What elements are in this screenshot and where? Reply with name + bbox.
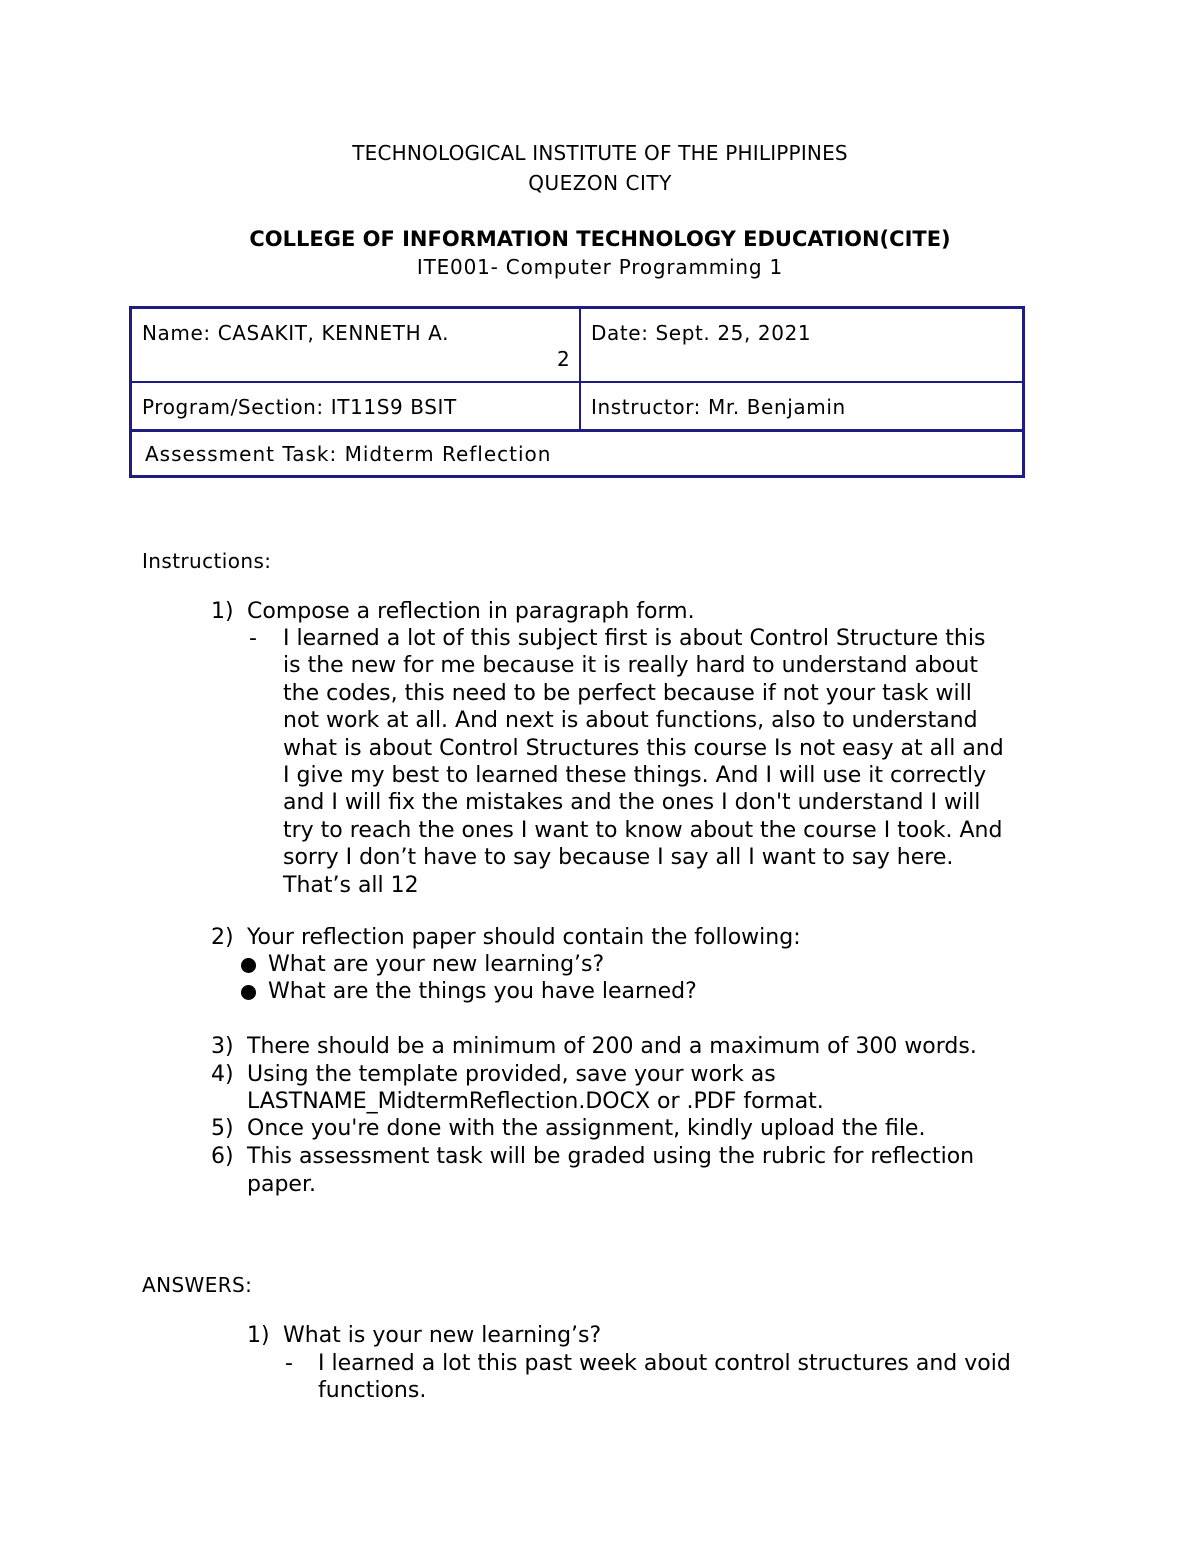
reflection-line: I learned a lot of this subject first is about Control Structure this xyxy=(283,626,986,651)
reflection-line: what is about Control Structures this course Is not easy at all and xyxy=(283,735,1004,761)
item-2-bullet-1: What are your new learning’s? xyxy=(268,952,605,977)
program-section: Program/Section: IT11S9 BSIT xyxy=(142,395,457,419)
item-2-bullet-2: What are the things you have learned? xyxy=(268,979,697,1004)
item-2-text: Your reflection paper should contain the following: xyxy=(247,925,801,950)
college-name: COLLEGE OF INFORMATION TECHNOLOGY EDUCATION(CITE) xyxy=(249,227,951,251)
bullet-icon xyxy=(241,985,256,1000)
item-5-number: 5) xyxy=(211,1116,234,1141)
answer-1-number: 1) xyxy=(247,1323,270,1348)
assessment-task: Assessment Task: Midterm Reflection xyxy=(145,442,552,466)
answer-1-question: What is your new learning’s? xyxy=(283,1323,602,1348)
item-3-number: 3) xyxy=(211,1034,234,1059)
item-6-line-1: This assessment task will be graded using the rubric for reflection xyxy=(247,1144,975,1169)
reflection-line: try to reach the ones I want to know about the course I took. And xyxy=(283,817,1003,843)
submission-date: Date: Sept. 25, 2021 xyxy=(591,321,812,345)
reflection-line: not work at all. And next is about functions, also to understand xyxy=(283,708,978,734)
reflection-line: is the new for me because it is really hard to understand about xyxy=(283,653,978,679)
item-1-number: 1) xyxy=(211,599,234,624)
bullet-icon xyxy=(241,958,256,973)
answer-1-line-1: I learned a lot this past week about control structures and void xyxy=(318,1351,1011,1376)
item-1-text: Compose a reflection in paragraph form. xyxy=(247,599,695,624)
info-row-name-date xyxy=(132,309,1022,383)
course-title: ITE001- Computer Programming 1 xyxy=(416,255,784,279)
item-5-text: Once you're done with the assignment, kindly upload the file. xyxy=(247,1116,926,1141)
reflection-line: That’s all 12 xyxy=(283,872,419,898)
student-info-table xyxy=(129,306,1025,478)
item-6-line-2: paper. xyxy=(247,1172,316,1197)
student-name-suffix: 2 xyxy=(557,347,571,371)
answers-label: ANSWERS: xyxy=(142,1273,253,1297)
item-6-number: 6) xyxy=(211,1144,234,1169)
institute-city: QUEZON CITY xyxy=(528,171,672,195)
instructor: Instructor: Mr. Benjamin xyxy=(591,395,846,419)
info-row-program-instructor xyxy=(132,383,1022,432)
reflection-line: sorry I don’t have to say because I say all I want to say here. xyxy=(283,845,954,871)
answer-1-line-2: functions. xyxy=(318,1378,427,1403)
item-2-number: 2) xyxy=(211,925,234,950)
institute-name: TECHNOLOGICAL INSTITUTE OF THE PHILIPPINES xyxy=(352,141,848,165)
instructions-label: Instructions: xyxy=(142,549,272,573)
info-row-task xyxy=(132,432,1022,475)
item-4-line-2: LASTNAME_MidtermReflection.DOCX or .PDF format. xyxy=(247,1089,824,1114)
student-name: Name: CASAKIT, KENNETH A. xyxy=(142,321,450,345)
reflection-line: and I will fix the mistakes and the ones I don't understand I will xyxy=(283,790,981,816)
reflection-line: the codes, this need to be perfect because if not your task will xyxy=(283,680,972,706)
item-4-number: 4) xyxy=(211,1062,234,1087)
answer-dash: - xyxy=(285,1351,293,1376)
item-3-text: There should be a minimum of 200 and a maximum of 300 words. xyxy=(247,1034,977,1059)
reflection-line: I give my best to learned these things. And I will use it correctly xyxy=(283,763,987,788)
item-4-line-1: Using the template provided, save your work as xyxy=(247,1062,776,1087)
reflection-dash: - xyxy=(249,626,257,651)
